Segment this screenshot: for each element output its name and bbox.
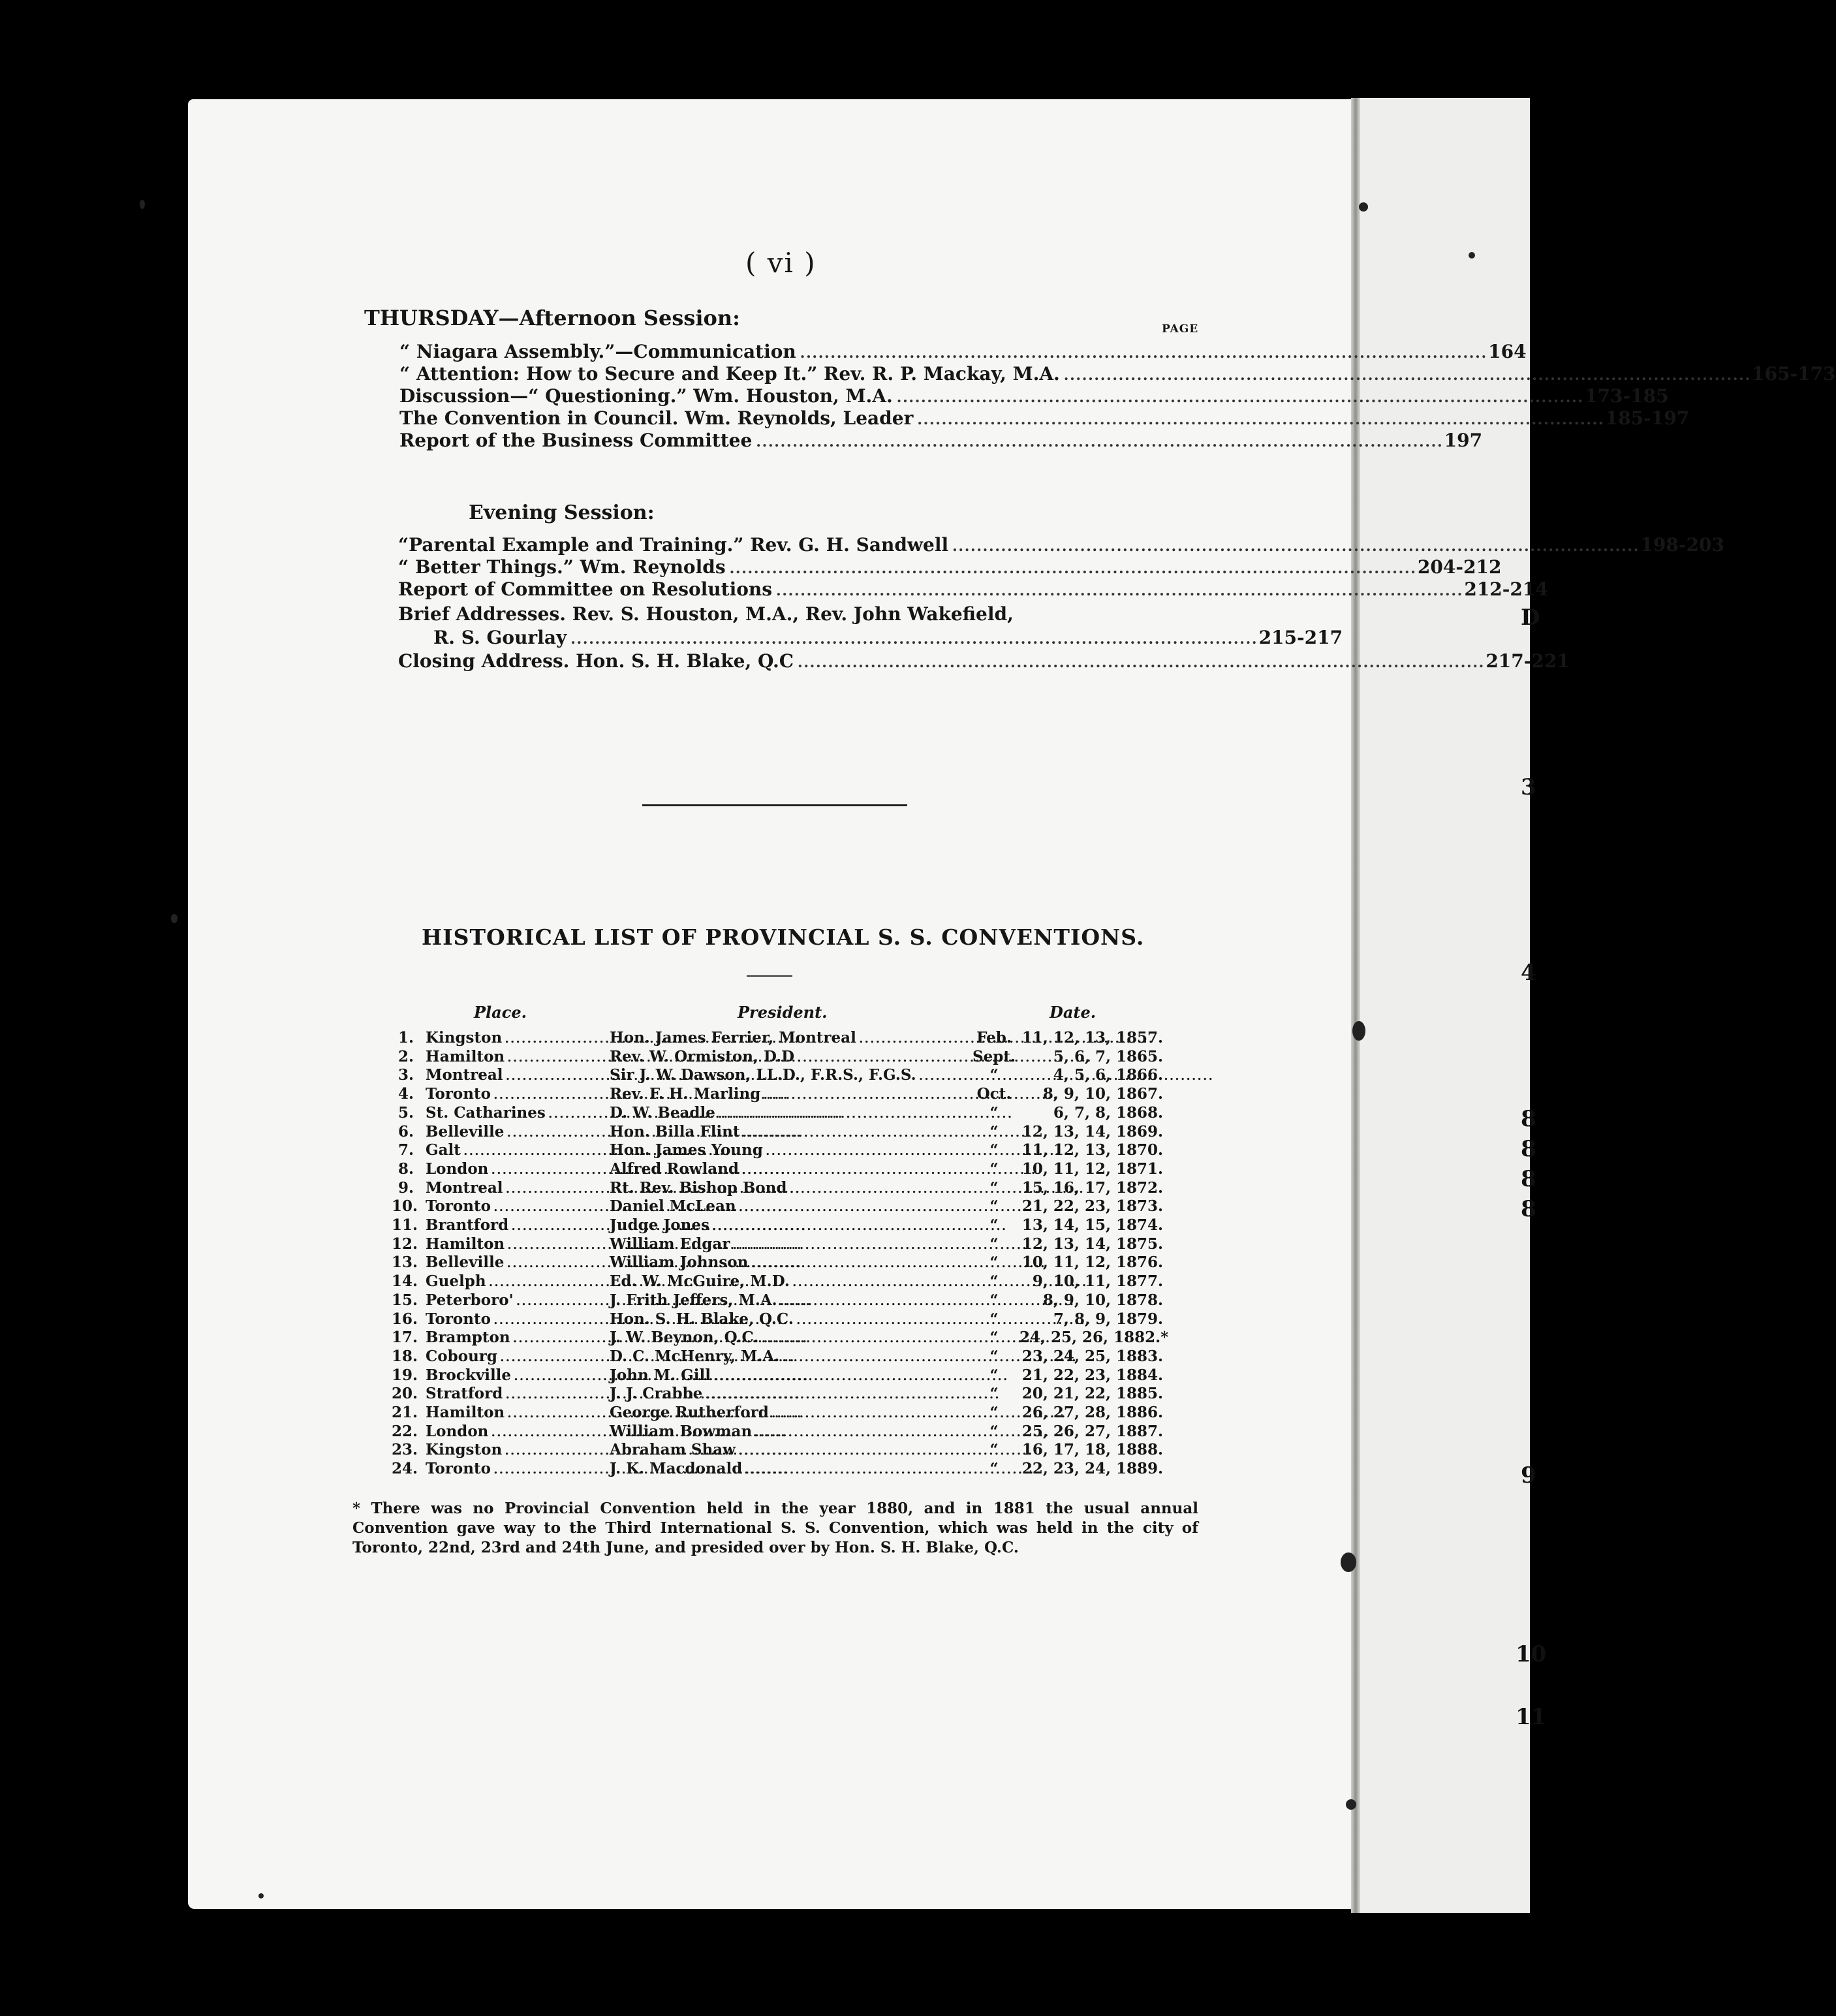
toc-entry-page: 198-203 [1640, 534, 1724, 556]
toc-entry [399, 430, 1483, 453]
binding-hole [1352, 1021, 1365, 1041]
leader-dots [756, 430, 1440, 451]
convention-number: 13. [392, 1253, 418, 1272]
toc-entry-title: “ Attention: How to Secure and Keep It.” Rev. R. P. Mackay, M.A. [399, 363, 1060, 385]
convention-row [0, 1085, 1175, 1103]
convention-president: D. W. Beadle . . . [610, 1104, 972, 1122]
convention-place: London . . . [426, 1160, 592, 1178]
convention-president: J. Frith Jeffers, M.A. . . . [610, 1291, 972, 1309]
convention-place: Cobourg . . . [426, 1347, 592, 1365]
convention-dates: 13, 14, 15, 1874. [1021, 1216, 1163, 1234]
leader-dots [798, 650, 1482, 672]
leader-dots [800, 341, 1484, 362]
convention-number: 22. [392, 1422, 418, 1440]
convention-month: “ [989, 1460, 999, 1478]
convention-president: J. J. Crabbe . . . [610, 1385, 972, 1402]
convention-president: Hon. Billa Flint . . . [610, 1123, 972, 1141]
convention-number: 2. [397, 1047, 414, 1065]
convention-number: 21. [392, 1404, 418, 1421]
convention-president: D. C. McHenry, M.A. . . . [610, 1347, 972, 1365]
evening-session-heading: Evening Session: [469, 501, 655, 524]
convention-month: “ [989, 1141, 999, 1159]
convention-row [0, 1160, 1175, 1178]
edge-fragment: 10 [1516, 1641, 1547, 1667]
title-underline [747, 975, 792, 977]
convention-place: Brantford . . . [426, 1216, 592, 1234]
convention-number: 17. [392, 1329, 418, 1347]
leader-dots [730, 556, 1414, 578]
convention-place: Hamilton . . . [426, 1048, 592, 1065]
footnote: * There was no Provincial Convention held in the year 1880, and in 1881 the usual annual Convention gave way to the Third International S. S. Convention, which was held in the city of Toronto, 22nd, 23rd and 24th June, and presided over by Hon. S. H. Blake, Q.C. [352, 1500, 1198, 1556]
convention-row [0, 1310, 1175, 1329]
convention-number: 1. [397, 1029, 414, 1047]
convention-place: Toronto . . . [426, 1460, 592, 1477]
convention-dates: 15, 16, 17, 1872. [1021, 1178, 1163, 1197]
convention-place: Toronto . . . [426, 1085, 592, 1103]
convention-dates: 12, 13, 14, 1869. [1021, 1122, 1163, 1141]
convention-month: “ [989, 1066, 999, 1084]
convention-dates: 23, 24, 25, 1883. [1021, 1347, 1163, 1365]
convention-month: “ [989, 1366, 999, 1384]
toc-entry [433, 627, 1343, 650]
convention-row [0, 1366, 1175, 1385]
convention-dates: 8, 9, 10, 1878. [1042, 1291, 1163, 1309]
convention-place: St. Catharines . . . [426, 1104, 592, 1122]
convention-president: William Johnson . . . [610, 1253, 972, 1271]
column-header-president: President. [738, 1003, 828, 1022]
convention-month: “ [989, 1235, 999, 1253]
convention-place: Belleville . . . [426, 1253, 592, 1271]
scan-speck [140, 200, 145, 209]
convention-place: Belleville . . . [426, 1123, 592, 1141]
convention-month: “ [989, 1422, 999, 1440]
edge-fragment: 3 [1521, 774, 1536, 800]
convention-president: Hon. S. H. Blake, Q.C. . . . [610, 1310, 972, 1328]
leader-dots [897, 385, 1581, 407]
convention-number: 5. [397, 1103, 414, 1122]
convention-number: 23. [392, 1441, 418, 1459]
convention-month: “ [989, 1291, 999, 1309]
toc-entry-title: The Convention in Council. Wm. Reynolds, Leader [399, 407, 914, 429]
convention-dates: 11, 12, 13, 1857. [1021, 1029, 1163, 1047]
convention-row [0, 1197, 1175, 1216]
convention-row [0, 1123, 1175, 1141]
toc-entry-page: 165-173 [1752, 363, 1836, 385]
convention-month: Feb. [976, 1029, 1012, 1047]
convention-dates: 10, 11, 12, 1876. [1021, 1253, 1163, 1272]
leader-dots [776, 578, 1460, 600]
convention-number: 10. [392, 1197, 418, 1216]
section-divider [642, 804, 907, 806]
convention-number: 14. [392, 1272, 418, 1291]
convention-month: “ [989, 1216, 999, 1234]
convention-president: Rev. W. Ormiston, D.D . . . [610, 1048, 972, 1065]
convention-number: 8. [397, 1159, 414, 1178]
convention-row [0, 1441, 1175, 1459]
convention-dates: 21, 22, 23, 1884. [1021, 1366, 1163, 1384]
convention-row [0, 1066, 1175, 1084]
toc-entry-page: 197 [1444, 430, 1483, 451]
convention-number: 9. [397, 1178, 414, 1197]
edge-fragment: 4 [1521, 960, 1536, 986]
edge-fragment: D [1521, 605, 1540, 631]
convention-dates: 8, 9, 10, 1867. [1042, 1085, 1163, 1103]
convention-place: Kingston . . . [426, 1029, 592, 1047]
toc-entry-title: Report of the Business Committee [399, 430, 753, 451]
convention-month: “ [989, 1272, 999, 1291]
toc-entry-title: Report of Committee on Resolutions [398, 578, 773, 600]
convention-president: John M. Gill . . . [610, 1366, 972, 1384]
convention-month: “ [989, 1404, 999, 1421]
toc-entry-page: 215-217 [1258, 627, 1343, 648]
edge-fragment: 8 [1521, 1196, 1536, 1222]
convention-dates: 10, 11, 12, 1871. [1021, 1159, 1163, 1178]
convention-president: Ed. W. McGuire, M.D. . . . [610, 1272, 972, 1290]
convention-place: London . . . [426, 1423, 592, 1440]
convention-row [0, 1272, 1175, 1291]
toc-entry-title: Brief Addresses. Rev. S. Houston, M.A., Rev. John Wakefield, [398, 603, 1014, 625]
convention-place: Stratford . . . [426, 1385, 592, 1402]
convention-place: Guelph . . . [426, 1272, 592, 1290]
convention-place: Kingston . . . [426, 1441, 592, 1458]
convention-month: “ [989, 1385, 999, 1403]
page-number: ( vi ) [745, 247, 817, 279]
convention-number: 7. [397, 1141, 414, 1159]
convention-row [0, 1385, 1175, 1403]
convention-president: J. W. Beynon, Q.C. . . . [610, 1329, 972, 1346]
convention-number: 6. [397, 1122, 414, 1141]
convention-president: Hon. James Ferrier, Montreal . . . [610, 1029, 972, 1047]
binding-hole [1341, 1552, 1356, 1572]
convention-number: 18. [392, 1347, 418, 1365]
convention-row [0, 1179, 1175, 1197]
convention-number: 4. [397, 1085, 414, 1103]
convention-month: “ [989, 1122, 999, 1141]
convention-place: Montreal . . . [426, 1179, 592, 1197]
convention-president: Sir J. W. Dawson, LL.D., F.R.S., F.G.S. . . . [610, 1066, 972, 1084]
convention-month: “ [989, 1159, 999, 1178]
toc-entry-title: Closing Address. Hon. S. H. Blake, Q.C [398, 650, 794, 672]
convention-row [0, 1460, 1175, 1478]
toc-entry [399, 363, 1836, 386]
toc-entry-title: “ Better Things.” Wm. Reynolds [398, 556, 726, 578]
convention-president: Alfred Rowland . . . [610, 1160, 972, 1178]
toc-entry-page: 173-185 [1585, 385, 1669, 407]
convention-month: “ [989, 1329, 999, 1347]
convention-row [0, 1048, 1175, 1066]
convention-number: 20. [392, 1385, 418, 1403]
convention-month: “ [989, 1178, 999, 1197]
scan-speck [258, 1893, 264, 1898]
convention-month: “ [989, 1441, 999, 1459]
column-header-date: Date. [1050, 1003, 1097, 1022]
convention-number: 16. [392, 1310, 418, 1328]
convention-row [0, 1253, 1175, 1272]
convention-number: 3. [397, 1066, 414, 1084]
column-header-place: Place. [474, 1003, 527, 1022]
binding-hole [1359, 202, 1368, 212]
toc-entry [399, 407, 1690, 431]
toc-entry [398, 556, 1502, 580]
convention-row [0, 1404, 1175, 1422]
convention-dates: 20, 21, 22, 1885. [1021, 1385, 1163, 1403]
convention-number: 15. [392, 1291, 418, 1309]
convention-president: Daniel McLean . . . [610, 1197, 972, 1215]
convention-row [0, 1104, 1175, 1122]
convention-dates: 24, 25, 26, 1882.* [1019, 1329, 1169, 1347]
convention-dates: 21, 22, 23, 1873. [1021, 1197, 1163, 1216]
convention-month: “ [989, 1347, 999, 1365]
convention-president: Rt. Rev. Bishop Bond . . . [610, 1179, 972, 1197]
edge-fragment: 8 [1521, 1166, 1536, 1192]
convention-place: Toronto . . . [426, 1310, 592, 1328]
convention-month: Oct. [976, 1085, 1012, 1103]
convention-row [0, 1141, 1175, 1159]
edge-fragment: 11 [1516, 1704, 1547, 1730]
convention-month: Sept. [972, 1047, 1016, 1065]
convention-president: J. K. Macdonald . . . [610, 1460, 972, 1477]
convention-number: 11. [392, 1216, 418, 1234]
convention-row [0, 1329, 1175, 1347]
convention-dates: 4, 5, 6, 1866. [1053, 1066, 1163, 1084]
toc-entry-page: 212-214 [1464, 578, 1548, 600]
convention-president: Judge Jones . . . [610, 1216, 972, 1234]
leader-dots [1064, 363, 1748, 385]
convention-place: Hamilton . . . [426, 1235, 592, 1253]
convention-president: Abraham Shaw . . . [610, 1441, 972, 1458]
binding-hole [1346, 1799, 1356, 1810]
convention-dates: 6, 7, 8, 1868. [1053, 1103, 1163, 1122]
convention-place: Galt . . . [426, 1141, 592, 1159]
convention-president: William Bowman . . . [610, 1423, 972, 1440]
thursday-afternoon-heading: THURSDAY—Afternoon Session: [364, 306, 740, 330]
convention-number: 24. [392, 1460, 418, 1478]
toc-entry-page: 185-197 [1605, 407, 1690, 429]
scan-speck [171, 914, 178, 923]
convention-dates: 12, 13, 14, 1875. [1021, 1235, 1163, 1253]
toc-entry-page: 164 [1488, 341, 1527, 362]
convention-place: Brockville . . . [426, 1366, 592, 1384]
convention-row [0, 1423, 1175, 1441]
convention-number: 19. [392, 1366, 418, 1384]
convention-president: William Edgar . . . [610, 1235, 972, 1253]
convention-dates: 16, 17, 18, 1888. [1021, 1441, 1163, 1459]
convention-dates: 9, 10, 11, 1877. [1032, 1272, 1163, 1291]
edge-fragment: 8 [1521, 1106, 1536, 1132]
convention-number: 12. [392, 1235, 418, 1253]
toc-entry-title: R. S. Gourlay [433, 627, 567, 648]
toc-entry [398, 650, 1570, 674]
convention-place: Peterboro' . . . [426, 1291, 592, 1309]
edge-fragment: 8 [1521, 1136, 1536, 1162]
leader-dots [952, 534, 1636, 556]
edge-fragment: 9 [1521, 1462, 1536, 1488]
convention-president: Rev. F. H. Marling . . . [610, 1085, 972, 1103]
convention-dates: 11, 12, 13, 1870. [1021, 1141, 1163, 1159]
convention-month: “ [989, 1197, 999, 1216]
scan-speck [1469, 252, 1475, 259]
convention-row [0, 1235, 1175, 1253]
convention-month: “ [989, 1253, 999, 1272]
convention-place: Brampton . . . [426, 1329, 592, 1346]
convention-row [0, 1029, 1175, 1047]
convention-dates: 22, 23, 24, 1889. [1021, 1460, 1163, 1478]
toc-entry [399, 341, 1527, 364]
convention-president: George Rutherford . . . [610, 1404, 972, 1421]
convention-month: “ [989, 1103, 999, 1122]
convention-row [0, 1347, 1175, 1366]
convention-president: Hon. James Young . . . [610, 1141, 972, 1159]
convention-dates: 26, 27, 28, 1886. [1021, 1404, 1163, 1421]
leader-dots [917, 407, 1601, 429]
convention-dates: 5, 6, 7, 1865. [1053, 1047, 1163, 1065]
historical-list-title: HISTORICAL LIST OF PROVINCIAL S. S. CONVENTIONS. [422, 924, 1145, 950]
convention-month: “ [989, 1310, 999, 1328]
convention-dates: 7, 8, 9, 1879. [1053, 1310, 1163, 1328]
convention-row [0, 1216, 1175, 1235]
toc-entry-page: 204-212 [1417, 556, 1502, 578]
leader-dots [570, 627, 1254, 648]
toc-entry-title: “ Niagara Assembly.”—Communication [399, 341, 796, 362]
toc-entry [398, 534, 1724, 558]
convention-row [0, 1291, 1175, 1310]
convention-place: Toronto . . . [426, 1197, 592, 1215]
toc-entry [398, 578, 1548, 602]
convention-place: Montreal . . . [426, 1066, 592, 1084]
toc-entry-page: 217-221 [1486, 650, 1570, 672]
toc-entry-title: Discussion—“ Questioning.” Wm. Houston, M.A. [399, 385, 893, 407]
toc-entry-title: “Parental Example and Training.” Rev. G. H. Sandwell [398, 534, 949, 556]
toc-entry [399, 385, 1669, 409]
convention-dates: 25, 26, 27, 1887. [1021, 1422, 1163, 1440]
page-column-label: PAGE [1162, 323, 1199, 336]
convention-place: Hamilton . . . [426, 1404, 592, 1421]
